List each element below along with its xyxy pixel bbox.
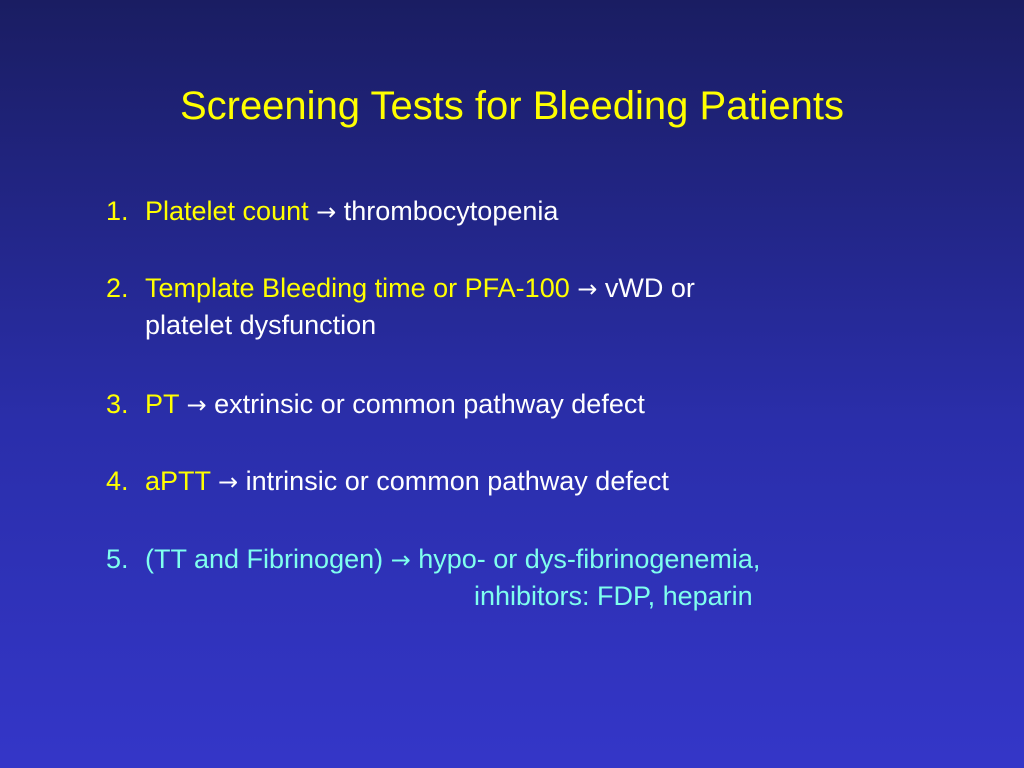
list-item-3	[106, 386, 645, 423]
arrow-icon: →	[577, 275, 598, 303]
item-number: 4.	[106, 466, 129, 496]
item-result: thrombocytopenia	[343, 196, 559, 226]
list-item-1	[106, 193, 558, 230]
item-number: 1.	[106, 196, 129, 226]
item-test: (TT and Fibrinogen)	[145, 544, 384, 574]
arrow-icon: →	[186, 391, 207, 419]
arrow-icon: →	[316, 198, 337, 226]
item-test: Template Bleeding time or PFA-100	[145, 273, 570, 303]
item-result: vWD or	[604, 273, 695, 303]
item-test: aPTT	[145, 466, 211, 496]
arrow-icon: →	[390, 546, 411, 574]
list-item-5	[106, 541, 760, 614]
item-result-continued: inhibitors: FDP, heparin	[474, 581, 753, 611]
slide-title: Screening Tests for Bleeding Patients	[179, 84, 845, 128]
item-test: Platelet count	[145, 196, 309, 226]
item-number: 2.	[106, 273, 129, 303]
item-result-continued: platelet dysfunction	[145, 310, 377, 340]
list-item-2	[106, 270, 695, 343]
item-number: 5.	[106, 544, 129, 574]
item-result: hypo- or dys-fibrinogenemia,	[418, 544, 761, 574]
item-result: extrinsic or common pathway defect	[214, 389, 645, 419]
arrow-icon: →	[218, 468, 239, 496]
item-number: 3.	[106, 389, 129, 419]
item-test: PT	[145, 389, 180, 419]
item-result: intrinsic or common pathway defect	[245, 466, 669, 496]
list-item-4	[106, 463, 669, 500]
